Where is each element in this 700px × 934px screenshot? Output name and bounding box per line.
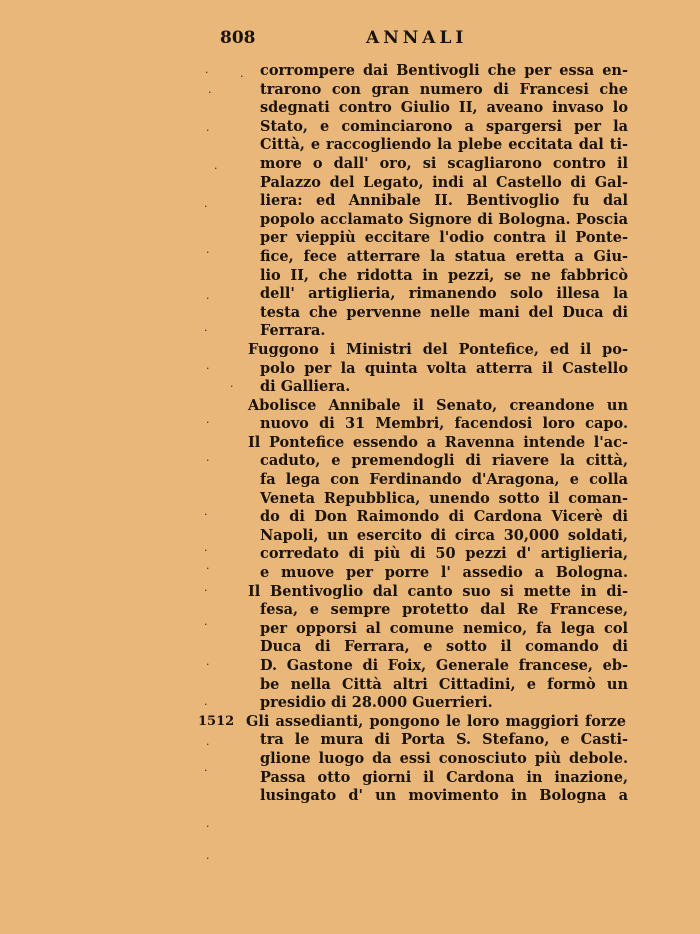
line-text: tra le mura di Porta S. Stefano, e Casti-	[260, 731, 628, 749]
line-text: lusingato d' un movimento in Bologna a	[260, 787, 628, 805]
line-text: glione luogo da essi conosciuto più debole.	[260, 749, 628, 767]
margin-speck: ·	[204, 698, 208, 711]
text-line	[0, 731, 700, 750]
text-line	[0, 638, 700, 657]
text-line	[0, 787, 700, 806]
text-line	[0, 769, 700, 788]
line-text: di Galliera.	[260, 378, 351, 396]
line-text: liera: ed Annibale II. Bentivoglio fu dal	[260, 192, 628, 210]
line-text: testa che pervenne nelle mani del Duca di	[260, 303, 628, 321]
text-line	[0, 118, 700, 137]
margin-speck: ·	[206, 416, 210, 429]
margin-speck: ·	[206, 852, 210, 865]
line-text: Gli assedianti, pongono le loro maggiori forze	[246, 712, 626, 730]
text-line	[0, 601, 700, 620]
text-line	[0, 285, 700, 304]
line-text: more o dall' oro, si scagliarono contro il	[260, 154, 628, 172]
line-text: lio II, che ridotta in pezzi, se ne fabbricò	[260, 266, 628, 284]
line-text: fa lega con Ferdinando d'Aragona, e colla	[260, 471, 628, 489]
text-line	[0, 341, 700, 360]
margin-speck: ·	[240, 70, 244, 83]
line-text: Veneta Repubblica, unendo sotto il coman-	[260, 489, 628, 507]
text-line	[0, 397, 700, 416]
line-text: do di Don Raimondo di Cardona Vicerè di	[260, 508, 628, 526]
text-line	[0, 192, 700, 211]
text-line	[0, 434, 700, 453]
text-line	[0, 229, 700, 248]
line-text: corrompere dai Bentivogli che per essa en-	[260, 62, 628, 79]
line-text: Il Pontefice essendo a Ravenna intende l'ac-	[248, 433, 628, 451]
line-text: polo per la quinta volta atterra il Castello	[260, 359, 628, 377]
text-line	[0, 545, 700, 564]
line-text: per vieppiù eccitare l'odio contra il Ponte-	[260, 229, 628, 247]
line-text: per opporsi al comune nemico, fa lega col	[260, 619, 628, 637]
line-text: Città, e raccogliendo la plebe eccitata dal ti-	[260, 136, 628, 154]
text-line	[0, 267, 700, 286]
line-text: sdegnati contro Giulio II, aveano invaso lo	[260, 99, 628, 117]
margin-speck: ·	[206, 292, 210, 305]
line-text: Duca di Ferrara, e sotto il comando di	[260, 638, 628, 656]
margin-year: 1512	[198, 713, 235, 729]
text-line	[0, 657, 700, 676]
text-line	[0, 415, 700, 434]
text-line	[0, 676, 700, 695]
text-line	[0, 174, 700, 193]
text-line	[0, 564, 700, 583]
margin-speck: ·	[206, 362, 210, 375]
margin-speck: ·	[204, 508, 208, 521]
line-text: dell' artiglieria, rimanendo solo illesa la	[260, 285, 628, 303]
text-line	[0, 211, 700, 230]
line-text: e muove per porre l' assedio a Bologna.	[260, 564, 628, 582]
text-line	[0, 322, 700, 341]
text-line	[0, 750, 700, 769]
text-line	[0, 583, 700, 602]
text-line	[0, 62, 700, 81]
text-line	[0, 378, 700, 397]
margin-speck: ·	[206, 246, 210, 259]
text-line	[0, 508, 700, 527]
margin-speck: ·	[208, 86, 212, 99]
line-text: D. Gastone di Foix, Generale francese, eb-	[260, 657, 628, 674]
line-text: popolo acclamato Signore di Bologna. Poscia	[260, 210, 628, 228]
line-text: trarono con gran numero di Francesi che	[260, 80, 628, 98]
line-text: nuovo di 31 Membri, facendosi loro capo.	[260, 415, 628, 433]
text-line	[0, 527, 700, 546]
text-block	[0, 62, 700, 806]
text-line	[0, 155, 700, 174]
text-line	[0, 81, 700, 100]
text-line	[0, 136, 700, 155]
line-text: Abolisce Annibale il Senato, creandone un	[248, 396, 628, 414]
page-number: 808	[220, 28, 256, 48]
text-line	[0, 248, 700, 267]
line-text: Fuggono i Ministri del Pontefice, ed il po-	[248, 340, 628, 358]
line-text: fice, fece atterrare la statua eretta a Giu-	[260, 247, 628, 265]
line-text: fesa, e sempre protetto dal Re Francese,	[260, 601, 628, 619]
line-text: corredato di più di 50 pezzi d' artiglieria,	[260, 545, 628, 563]
text-line	[0, 471, 700, 490]
margin-speck: ·	[206, 454, 210, 467]
margin-speck: ·	[206, 820, 210, 833]
text-line	[0, 490, 700, 509]
line-text: Passa otto giorni il Cardona in inazione,	[260, 768, 628, 786]
text-line	[0, 99, 700, 118]
line-text: Stato, e cominciarono a spargersi per la	[260, 117, 628, 135]
line-text: Palazzo del Legato, indi al Castello di Gal-	[260, 173, 628, 191]
text-line	[0, 304, 700, 323]
line-text: Ferrara.	[260, 322, 326, 340]
text-line	[0, 713, 700, 732]
margin-speck: ·	[205, 66, 209, 79]
margin-speck: ·	[204, 544, 208, 557]
line-text: caduto, e premendogli di riavere la città,	[260, 452, 628, 470]
margin-speck: ·	[204, 764, 208, 777]
margin-speck: ·	[206, 124, 210, 137]
line-text: be nella Città altri Cittadini, e formò un	[260, 675, 628, 693]
margin-speck: ·	[230, 380, 234, 393]
line-text: Il Bentivoglio dal canto suo si mette in di-	[248, 582, 628, 600]
running-head: ANNALI	[366, 28, 468, 48]
margin-speck: ·	[206, 738, 210, 751]
margin-speck: ·	[206, 562, 210, 575]
text-line	[0, 694, 700, 713]
margin-speck: ·	[214, 162, 218, 175]
line-text: Napoli, un esercito di circa 30,000 soldati,	[260, 526, 628, 544]
margin-speck: ·	[204, 324, 208, 337]
margin-speck: ·	[204, 584, 208, 597]
text-line	[0, 360, 700, 379]
margin-speck: ·	[206, 658, 210, 671]
margin-speck: ·	[204, 618, 208, 631]
text-line	[0, 452, 700, 471]
line-text: presidio di 28.000 Guerrieri.	[260, 694, 493, 712]
margin-speck: ·	[204, 200, 208, 213]
text-line	[0, 620, 700, 639]
